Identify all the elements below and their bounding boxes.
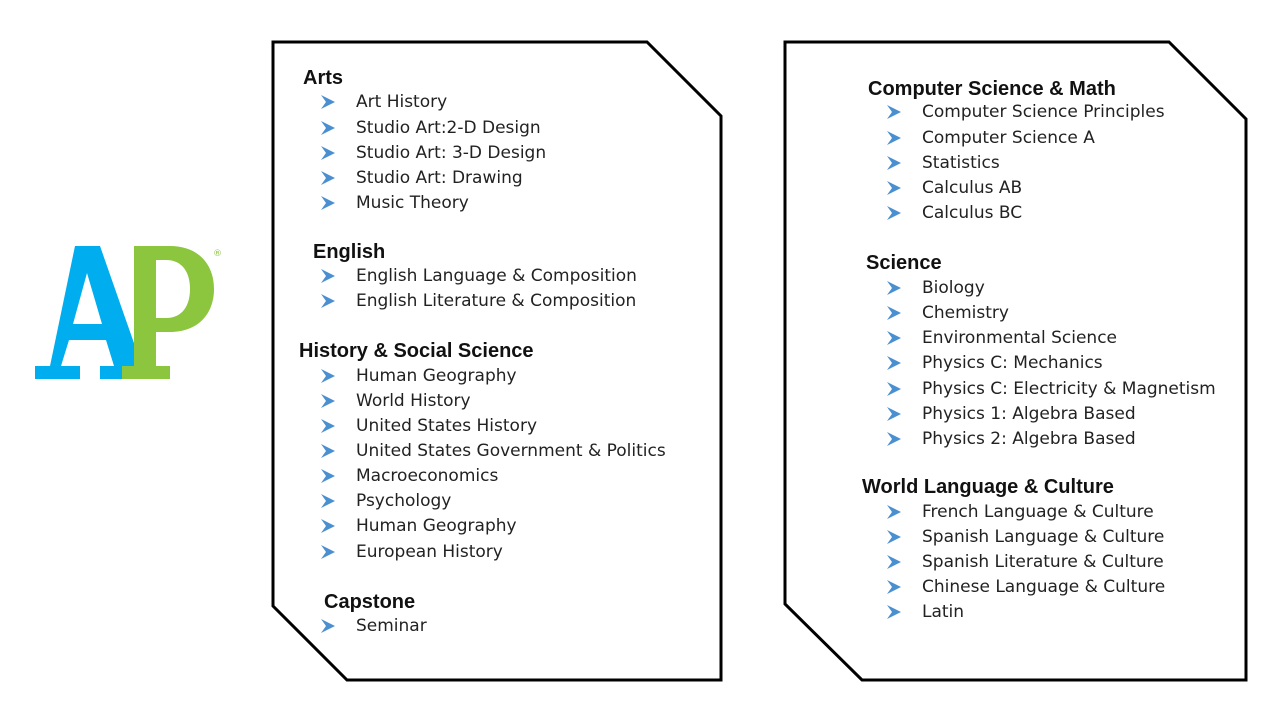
- arrow-bullet-icon: [886, 130, 902, 146]
- arrow-bullet-icon: [886, 280, 902, 296]
- list-item-label: Seminar: [356, 616, 427, 636]
- category-title: Capstone: [324, 591, 416, 613]
- ap-logo: [30, 238, 230, 388]
- list-item-label: Physics 2: Algebra Based: [922, 429, 1136, 449]
- arrow-bullet-icon: [886, 305, 902, 321]
- arrow-bullet-icon: [886, 155, 902, 171]
- category-title: Arts: [303, 67, 344, 89]
- list-item-label: United States Government & Politics: [356, 441, 666, 461]
- arrow-bullet-icon: [886, 180, 902, 196]
- list-item-label: Macroeconomics: [356, 466, 499, 486]
- list-item-label: Spanish Literature & Culture: [922, 552, 1164, 572]
- category-title: English: [313, 241, 386, 263]
- arrow-bullet-icon: [886, 604, 902, 620]
- arrow-bullet-icon: [320, 195, 336, 211]
- list-item-label: Physics C: Mechanics: [922, 353, 1103, 373]
- arrow-bullet-icon: [886, 104, 902, 120]
- list-item-label: Calculus AB: [922, 178, 1023, 198]
- arrow-bullet-icon: [320, 468, 336, 484]
- list-item-label: Studio Art:2-D Design: [356, 118, 541, 138]
- category-title: World Language & Culture: [862, 476, 1114, 498]
- list-item-label: Physics 1: Algebra Based: [922, 404, 1136, 424]
- list-item-label: Music Theory: [356, 193, 469, 213]
- list-item-label: Human Geography: [356, 516, 517, 536]
- arrow-bullet-icon: [886, 579, 902, 595]
- logo-letter-a: [35, 246, 148, 379]
- arrow-bullet-icon: [320, 493, 336, 509]
- logo-registered-mark: ®: [213, 249, 222, 259]
- arrow-bullet-icon: [320, 268, 336, 284]
- list-item-label: Human Geography: [356, 366, 517, 386]
- arrow-bullet-icon: [886, 205, 902, 221]
- arrow-bullet-icon: [320, 618, 336, 634]
- list-item-label: Environmental Science: [922, 328, 1117, 348]
- arrow-bullet-icon: [320, 368, 336, 384]
- arrow-bullet-icon: [886, 406, 902, 422]
- list-item-label: Computer Science Principles: [922, 102, 1165, 122]
- category-title: History & Social Science: [299, 340, 534, 362]
- list-item-label: Studio Art: Drawing: [356, 168, 523, 188]
- list-item-label: English Language & Composition: [356, 266, 637, 286]
- list-item-label: Spanish Language & Culture: [922, 527, 1165, 547]
- list-item-label: Statistics: [922, 153, 1000, 173]
- list-item-label: Latin: [922, 602, 965, 622]
- list-item-label: Chinese Language & Culture: [922, 577, 1166, 597]
- list-item-label: United States History: [356, 416, 537, 436]
- list-item-label: Studio Art: 3-D Design: [356, 143, 547, 163]
- list-item-label: European History: [356, 542, 503, 562]
- arrow-bullet-icon: [320, 170, 336, 186]
- logo-letter-p: [122, 246, 214, 379]
- arrow-bullet-icon: [320, 393, 336, 409]
- arrow-bullet-icon: [886, 529, 902, 545]
- arrow-bullet-icon: [320, 418, 336, 434]
- arrow-bullet-icon: [320, 293, 336, 309]
- list-item-label: Calculus BC: [922, 203, 1023, 223]
- list-item-label: Biology: [922, 278, 985, 298]
- arrow-bullet-icon: [886, 381, 902, 397]
- arrow-bullet-icon: [320, 145, 336, 161]
- list-item-label: Physics C: Electricity & Magnetism: [922, 379, 1216, 399]
- list-item-label: Art History: [356, 92, 448, 112]
- arrow-bullet-icon: [320, 443, 336, 459]
- list-item-label: World History: [356, 391, 471, 411]
- list-item-label: Computer Science A: [922, 128, 1095, 148]
- arrow-bullet-icon: [320, 94, 336, 110]
- list-item-label: French Language & Culture: [922, 502, 1154, 522]
- list-item-label: Psychology: [356, 491, 452, 511]
- list-item-label: English Literature & Composition: [356, 291, 637, 311]
- arrow-bullet-icon: [886, 554, 902, 570]
- arrow-bullet-icon: [320, 120, 336, 136]
- list-item-label: Chemistry: [922, 303, 1009, 323]
- category-title: Computer Science & Math: [868, 78, 1116, 100]
- arrow-bullet-icon: [320, 518, 336, 534]
- arrow-bullet-icon: [886, 355, 902, 371]
- arrow-bullet-icon: [320, 544, 336, 560]
- arrow-bullet-icon: [886, 504, 902, 520]
- arrow-bullet-icon: [886, 431, 902, 447]
- category-title: Science: [866, 252, 942, 274]
- arrow-bullet-icon: [886, 330, 902, 346]
